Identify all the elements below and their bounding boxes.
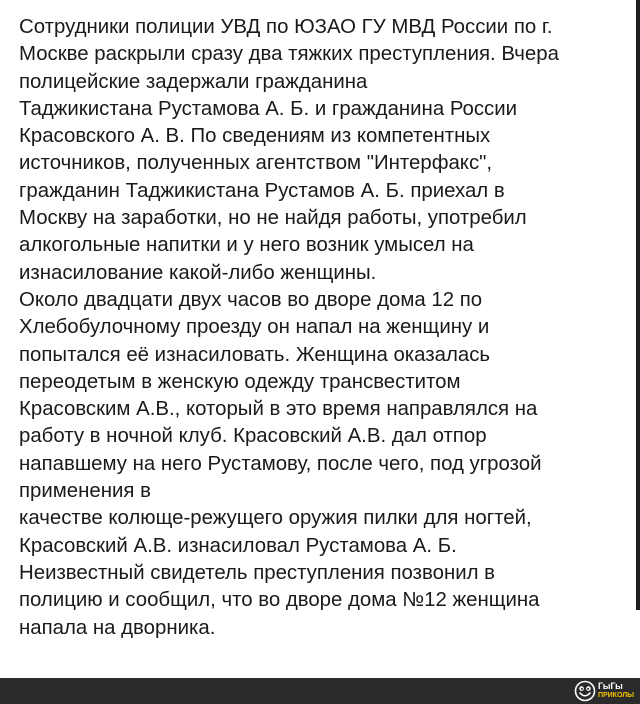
watermark-logo xyxy=(574,679,634,703)
article-line: применения в xyxy=(19,480,151,503)
article-line: попытался её изнасиловать. Женщина оказалась xyxy=(19,343,491,366)
article-line: полицию и сообщил, что во дворе дома №12 женщина xyxy=(19,589,540,612)
watermark-text xyxy=(598,682,634,700)
article-line: полицейские задержали гражданина xyxy=(19,70,368,93)
article-line: Москву на заработки, но не найдя работы, употребил xyxy=(19,207,527,230)
article-line: Красовским А.В., который в это время направлялся на xyxy=(19,398,538,421)
article-line: Красовского А. В. По сведениям из компетентных xyxy=(19,125,491,148)
article-line: Около двадцати двух часов во дворе дома 12 по xyxy=(19,288,483,311)
article-line: переодетым в женскую одежду трансвеститом xyxy=(19,370,461,393)
smiley-face-icon xyxy=(574,680,596,702)
article-line: гражданин Таджикистана Рустамов А. Б. приехал в xyxy=(19,179,505,202)
article-line: Неизвестный свидетель преступления позвонил в xyxy=(19,561,496,584)
article-line: Таджикистана Рустамова А. Б. и гражданина России xyxy=(19,97,518,120)
article-line: Хлебобулочному проезду он напал на женщину и xyxy=(19,316,490,339)
article-line: качестве колюще-режущего оружия пилки для ногтей, xyxy=(19,507,532,530)
article-line: напала на дворника. xyxy=(19,616,216,639)
article-line: Красовский А.В. изнасиловал Рустамова А. Б. xyxy=(19,534,457,557)
watermark-title: ГыГы xyxy=(597,681,623,691)
article-text xyxy=(19,14,631,642)
right-edge-border xyxy=(636,0,640,610)
article-line: Москве раскрыли сразу два тяжких преступления. Вчера xyxy=(19,43,559,66)
article-line: источников, полученных агентством "Интерфакс", xyxy=(19,152,493,175)
article-line: алкогольные напитки и у него возник умысел на xyxy=(19,234,474,257)
article-line: работу в ночной клуб. Красовский А.В. дал отпор xyxy=(19,425,487,448)
article-line: напавшему на него Рустамову, после чего, под угрозой xyxy=(19,452,542,475)
watermark-subtitle: ПРИКОЛЫ xyxy=(597,692,634,699)
bottom-bar xyxy=(0,678,640,704)
article-line: изнасилование какой-либо женщины. xyxy=(19,261,377,284)
article-line: Сотрудники полиции УВД по ЮЗАО ГУ МВД России по г. xyxy=(19,16,553,38)
